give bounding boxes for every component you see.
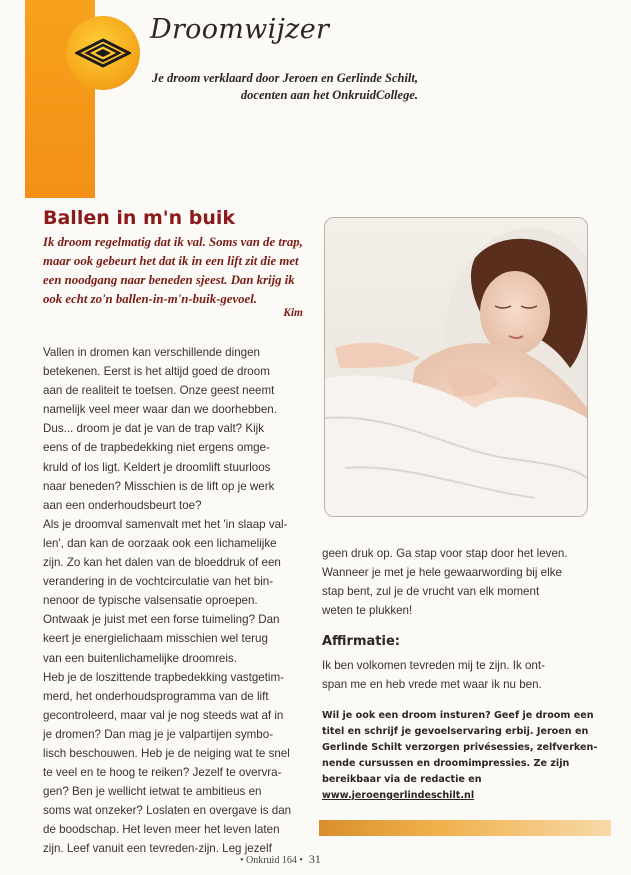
- body-line: zijn. Zo kan het dalen van de bloeddruk of een: [43, 556, 281, 570]
- body-line: keert je energielichaam misschien wel terug: [43, 632, 268, 646]
- page-footer: [240, 852, 321, 867]
- affirmation-heading: Affirmatie:: [322, 634, 400, 649]
- body-line: Heb je de loszittende trapbedekking vastgetim-: [43, 670, 285, 684]
- sleeping-woman-photo: [324, 217, 588, 517]
- body-line: je dromen? Dan mag je je valpartijen symbo-: [43, 727, 274, 741]
- body-line: gen? Ben je wellicht ietwat te ambitieus en: [43, 785, 262, 799]
- body-line: gecontroleerd, maar val je nog steeds wat af in: [43, 708, 284, 722]
- body-line: Wanneer je met je hele gewaarwording bij elke: [322, 566, 562, 580]
- body-line: naar beneden? Misschien is de lift op je werk: [43, 479, 275, 493]
- section-title: Droomwijzer: [150, 14, 330, 45]
- subtitle-line: Je droom verklaard door Jeroen en Gerlinde Schilt,: [152, 71, 418, 85]
- body-line: lisch beschouwen. Heb je de neiging wat te snel: [43, 746, 290, 760]
- reader-signature: Kim: [283, 307, 303, 319]
- affirmation-line: Ik ben volkomen tevreden mij te zijn. Ik ont-: [322, 659, 545, 672]
- body-line: Als je droomval samenvalt met het 'in slaap val-: [43, 517, 288, 531]
- orange-footer-bar: [319, 820, 611, 836]
- magazine-name: • Onkruid 164 •: [240, 855, 303, 866]
- body-line: geen druk op. Ga stap voor stap door het leven.: [322, 547, 568, 560]
- body-line: stap bent, zul je de vrucht van elk moment: [322, 585, 540, 599]
- body-line: de boodschap. Het leven meer het leven laten: [43, 823, 280, 837]
- submit-line: Gerlinde Schilt verzorgen privésessies, zelfverken-: [322, 742, 598, 753]
- submit-line: nende cursussen en droomimpressies. Ze zijn: [322, 758, 570, 769]
- submit-line: Wil je ook een droom insturen? Geef je droom een: [322, 710, 594, 721]
- body-line: Ontwaak je juist met een forse tuimeling? Dan: [43, 613, 280, 627]
- body-line: Vallen in dromen kan verschillende dingen: [43, 346, 260, 359]
- body-line: namelijk veel meer waar dan we doorhebben.: [43, 403, 277, 417]
- body-line: te veel en te hoog te reiken? Jezelf te overvra-: [43, 766, 282, 780]
- body-line: eens of de trapbedekking niet ergens omge-: [43, 441, 270, 455]
- body-line: soms wat onzeker? Loslaten en overgave is dan: [43, 804, 292, 818]
- subtitle-line: docenten aan het OnkruidCollege.: [240, 88, 418, 102]
- reader-question: Ik droom regelmatig dat ik val. Soms van de trap, maar ook gebeurt het dat ik in een lift zit die met een noodgang naar beneden sjeest. Dan krijg ik ook echt zo'n ballen-in-m'n-buik-gevoel.: [43, 235, 303, 306]
- body-line: Dus... droom je dat je van de trap valt? Kijk: [43, 422, 265, 436]
- article-headline: Ballen in m'n buik: [43, 207, 236, 229]
- page-number: 31: [308, 852, 321, 866]
- body-line: nenoor de typische valsensatie oproepen.: [43, 594, 258, 608]
- body-line: aan een onderhoudsbeurt toe?: [43, 498, 202, 512]
- section-subtitle: [118, 70, 418, 104]
- body-line: verandering in de vochtcirculatie van het bin-: [43, 575, 274, 589]
- submit-dream-info: [322, 708, 600, 804]
- body-line: betekenen. Eerst is het altijd goed de droom: [43, 365, 270, 379]
- body-line: aan de realiteit te toetsen. Onze geest neemt: [43, 384, 275, 398]
- body-line: merd, het onderhoudsprogramma van de lift: [43, 689, 269, 703]
- submit-line: bereikbaar via de redactie en: [322, 774, 482, 785]
- body-line: van een buitenlichamelijke droomreis.: [43, 651, 237, 665]
- body-line: kruld of los ligt. Keldert je droomlift stuurloos: [43, 460, 271, 474]
- body-line: len', dan kan de oorzaak ook een lichamelijke: [43, 536, 277, 550]
- affirmation-text: [322, 656, 594, 694]
- website-link[interactable]: www.jeroengerlindeschilt.nl: [322, 790, 475, 801]
- body-line: weten te plukken!: [322, 604, 413, 618]
- submit-line: titel en schrijf je gevoelservaring erbij. Jeroen en: [322, 726, 589, 737]
- article-body-right: [322, 544, 594, 620]
- article-body-left: [43, 343, 313, 859]
- body-line: zijn. Leef vanuit een tevreden-zijn. Leg jezelf: [43, 842, 272, 856]
- affirmation-line: span me en heb vrede met waar ik nu ben.: [322, 678, 542, 691]
